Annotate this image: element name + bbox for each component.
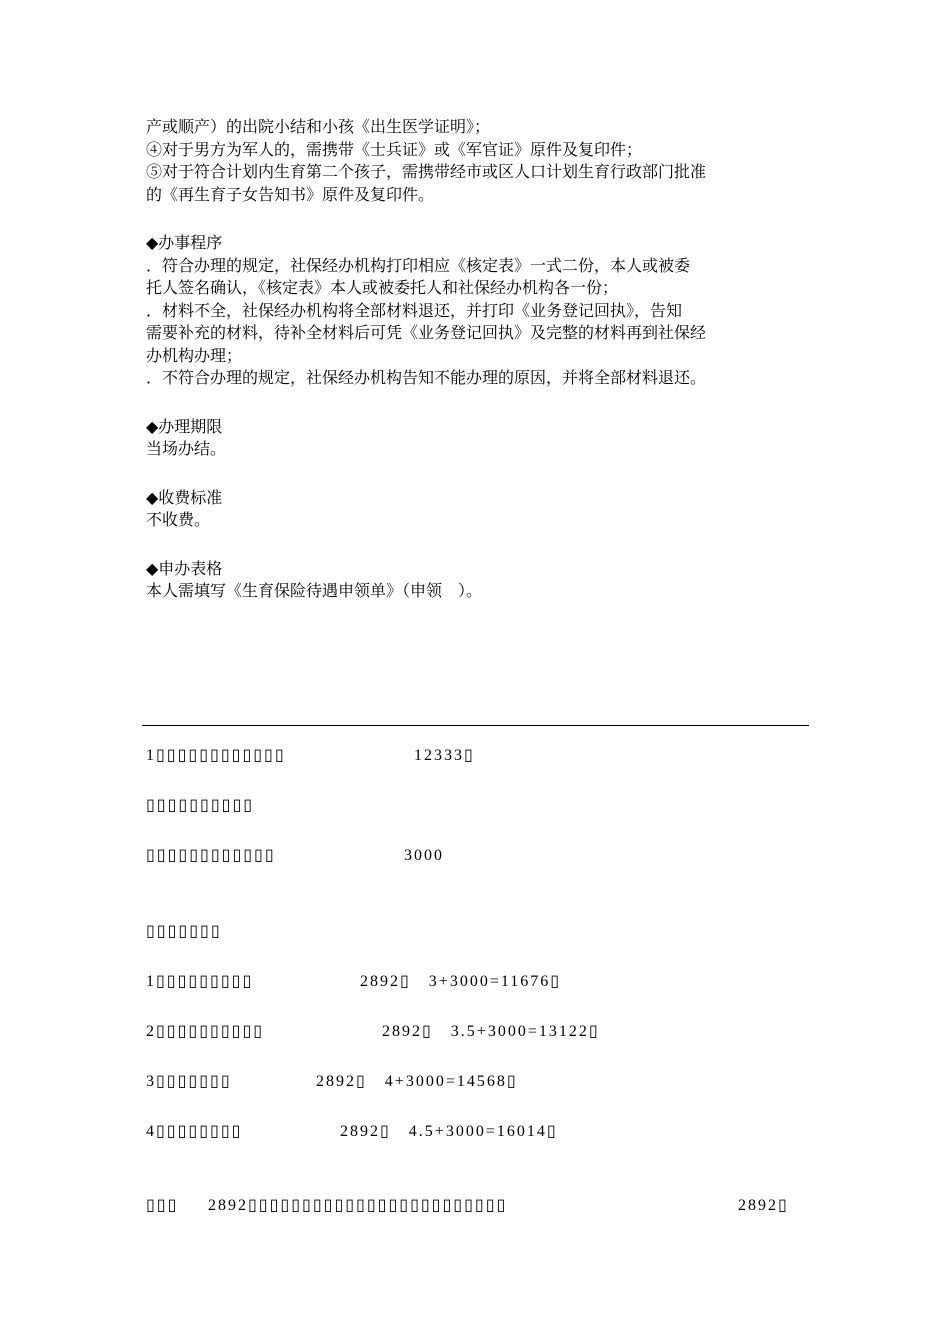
calc-row-formula: 2892▯ 4.5+3000=16014▯	[340, 1123, 558, 1140]
body-line: 产或顺产）的出院小结和小孩《出生医学证明》；	[146, 117, 491, 136]
body-line: 需要补充的材料，待补全材料后可凭《业务登记回执》及完整的材料再到社保经	[146, 323, 707, 342]
body-line: 托人签名确认，《核定表》本人或被委托人和社保经办机构各一份；	[146, 278, 619, 297]
calc-row-formula: 2892▯ 3.5+3000=13122▯	[382, 1023, 600, 1040]
body-line: ．材料不全，社保经办机构将全部材料退还，并打印《业务登记回执》，告知	[146, 300, 683, 320]
calc-row-label: 4▯▯▯▯▯▯▯▯	[146, 1123, 243, 1140]
calc-row-label: ▯▯▯▯▯▯▯▯▯▯	[146, 797, 255, 814]
section-heading-fee: ◆收费标准	[146, 487, 223, 507]
body-line: ．不符合办理的规定，社保经办机构告知不能办理的原因，并将全部材料退还。	[146, 368, 707, 387]
horizontal-divider	[142, 725, 809, 726]
calc-row-value: 12333▯	[414, 747, 475, 764]
calc-row-label: ▯▯▯▯▯▯▯▯▯▯▯▯	[146, 847, 276, 864]
calc-row-value: 3000	[404, 847, 444, 864]
calc-row-text: 2892▯▯▯▯▯▯▯▯▯▯▯▯▯▯▯▯▯▯▯▯▯▯▯▯	[208, 1197, 508, 1214]
calc-row-label: 2▯▯▯▯▯▯▯▯▯▯	[146, 1023, 265, 1040]
body-line: ④对于男方为军人的，需携带《士兵证》或《军官证》原件及复印件；	[146, 139, 643, 159]
body-line: 本人需填写《生育保险待遇申领单》（申领 ）。	[146, 581, 483, 600]
section-heading-procedure: ◆办事程序	[146, 233, 223, 252]
calc-row-value: 2892▯	[738, 1197, 789, 1214]
body-line: 当场办结。	[146, 439, 227, 458]
body-line: 的《再生育子女告知书》原件及复印件。	[146, 184, 435, 204]
calc-row-formula: 2892▯ 4+3000=14568▯	[316, 1073, 518, 1090]
calc-row-label: 1▯▯▯▯▯▯▯▯▯	[146, 973, 254, 990]
calc-row-label: 1▯▯▯▯▯▯▯▯▯▯▯▯	[146, 747, 286, 764]
calc-section-heading: ▯▯▯▯▯▯▯	[146, 923, 222, 940]
body-line: 不收费。	[146, 510, 211, 529]
section-heading-deadline: ◆办理期限	[146, 416, 223, 436]
body-line: ．符合办理的规定，社保经办机构打印相应《核定表》一式二份，本人或被委	[146, 255, 691, 275]
calc-row-formula: 2892▯ 3+3000=11676▯	[360, 973, 562, 990]
calc-row-label: ▯▯▯	[146, 1197, 179, 1214]
document-body	[146, 116, 812, 603]
body-line: 办机构办理；	[146, 345, 243, 365]
body-line: ⑤对于符合计划内生育第二个孩子，需携带经市或区人口计划生育行政部门批准	[146, 162, 707, 181]
section-heading-forms: ◆申办表格	[146, 558, 223, 578]
calc-row-label: 3▯▯▯▯▯▯▯	[146, 1073, 232, 1090]
